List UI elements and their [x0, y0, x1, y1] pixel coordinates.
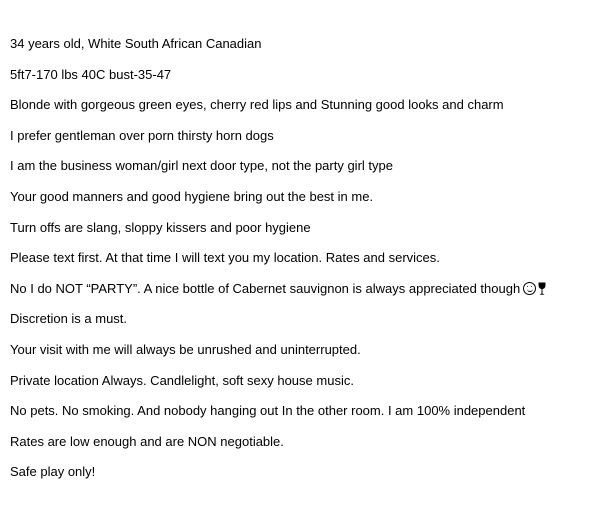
text-line-contact: Please text first. At that time I will text you my location. Rates and services.: [10, 250, 440, 266]
text-line-age: 34 years old, White South African Canadian: [10, 36, 262, 51]
text-line-turn-offs: Turn offs are slang, sloppy kissers and poor hygiene: [10, 219, 311, 235]
text-line-party: [10, 279, 595, 310]
text-line-visit: Your visit with me will always be unrushed and uninterrupted.: [10, 341, 361, 357]
text-line-party-text: No I do NOT “PARTY”. A nice bottle of Cabernet sauvignon is always appreciated though: [10, 280, 521, 296]
text-line-type: I am the business woman/girl next door type, not the party girl type: [10, 158, 393, 174]
text-line-appearance: Blonde with gorgeous green eyes, cherry red lips and Stunning good looks and charm: [10, 97, 504, 113]
smiley-face-icon: [523, 282, 536, 295]
document-body: [10, 34, 595, 493]
text-line-preference: I prefer gentleman over porn thirsty horn dogs: [10, 127, 274, 143]
text-line-stats: 5ft7-170 lbs 40C bust-35-47: [10, 66, 172, 82]
text-line-manners: Your good manners and good hygiene bring out the best in me.: [10, 188, 374, 204]
text-line-rules: No pets. No smoking. And nobody hanging out In the other room. I am 100% independent: [10, 403, 526, 419]
text-line-safe: Safe play only!: [10, 464, 96, 480]
text-line-location: Private location Always. Candlelight, soft sexy house music.: [10, 372, 354, 388]
text-line-rates: Rates are low enough and are NON negotiable.: [10, 433, 284, 449]
text-line-discretion: Discretion is a must.: [10, 311, 128, 327]
wine-glass-icon: [538, 282, 546, 296]
